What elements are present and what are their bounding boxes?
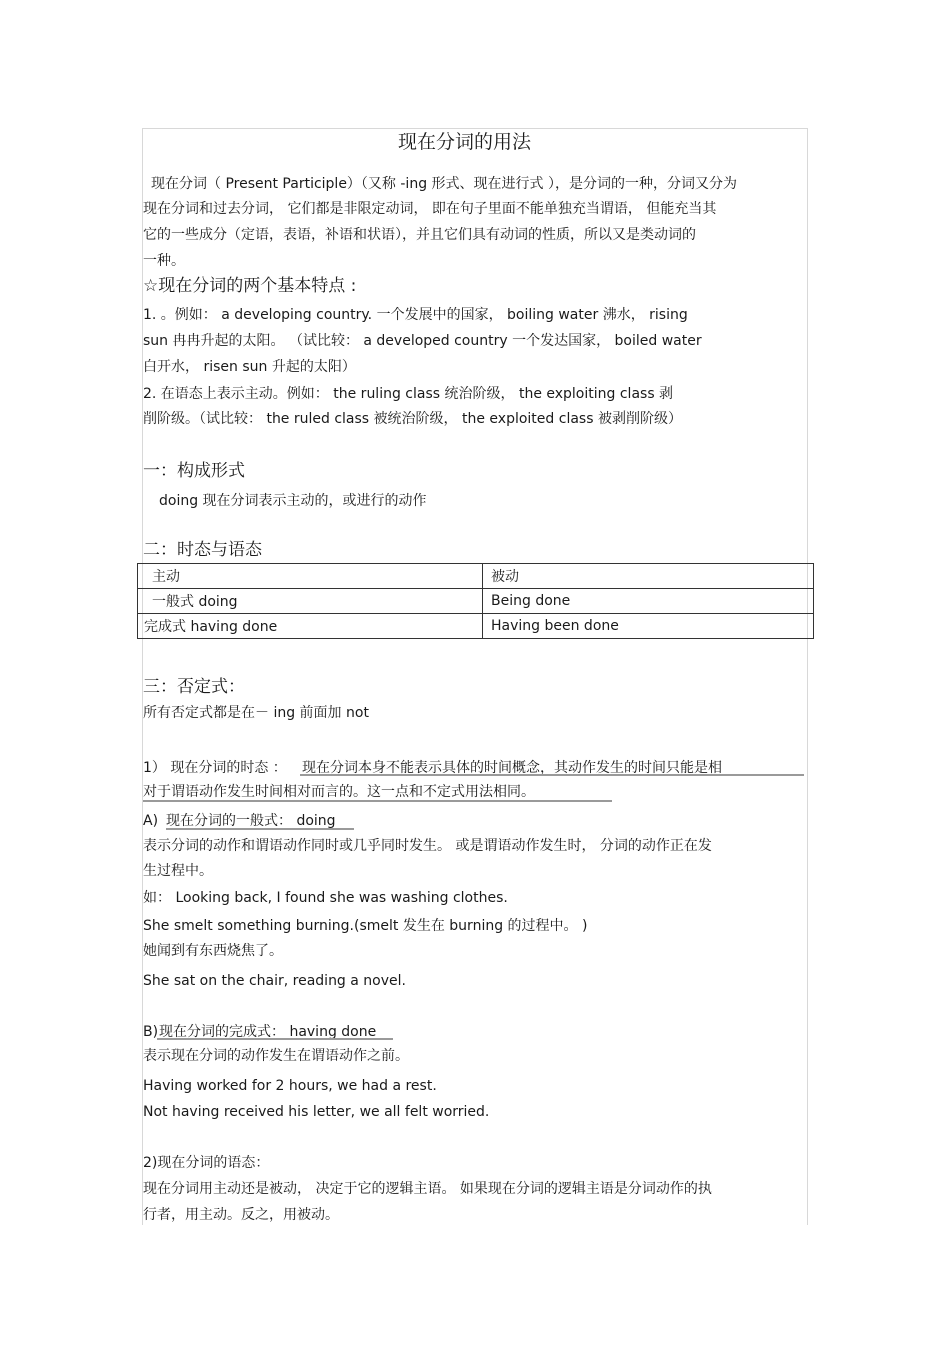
tense-voice-table [137,563,814,639]
simple-form-label: 现在分词的一般式： doing [166,813,336,829]
table-row [138,589,814,614]
underline [157,1038,393,1040]
simple-form-line-1: 表示分词的动作和谓语动作同时或几乎同时发生。 或是谓语动作发生时， 分词的动作正在发 [143,838,712,854]
intro-line-1: 现在分词（ Present Participle）（又称 -ing 形式、现在进行式 ），是分词的一种，分词又分为 [151,176,737,192]
tense-line-1-rest: 现在分词本身不能表示具体的时间概念，其动作发生的时间只能是相 [302,760,722,776]
intro-line-4: 一种。 [143,253,185,269]
voice-line-1: 现在分词用主动还是被动， 决定于它的逻辑主语。 如果现在分词的逻辑主语是分词动作的执 [143,1181,712,1197]
feature-1-line-3: 白开水， risen sun 升起的太阳） [143,359,356,375]
table-cell: Having been done [483,614,814,639]
intro-line-3: 它的一些成分（定语，表语，补语和状语），并且它们具有动词的性质，所以又是类动词的 [143,227,696,243]
table-cell: 一般式 doing [138,589,483,614]
section-3-line: 所有否定式都是在－ ing 前面加 not [143,705,369,721]
section-2-heading: 二：时态与语态 [143,540,262,560]
page-title: 现在分词的用法 [398,131,532,153]
simple-form-line-2: 生过程中。 [143,863,213,879]
table-cell: 主动 [138,564,483,589]
table-row [138,564,814,589]
intro-line-2: 现在分词和过去分词， 它们都是非限定动词， 即在句子里面不能单独充当谓语， 但能充当其 [143,201,717,217]
underline [300,774,804,776]
perfect-example-1: Having worked for 2 hours, we had a rest. [143,1078,437,1094]
underline [166,828,354,830]
perfect-form-line-1: 表示现在分词的动作发生在谓语动作之前。 [143,1048,409,1064]
features-heading: ☆现在分词的两个基本特点 : [143,276,357,296]
table-cell: 被动 [483,564,814,589]
example-2: She smelt something burning.(smelt 发生在 burning 的过程中。 ) [143,918,588,934]
voice-heading: 2)现在分词的语态： [143,1155,270,1171]
feature-2-line-1: 2. 在语态上表示主动。例如： the ruling class 统治阶级， the exploiting class 剥 [143,386,674,402]
tense-line-2: 对于谓语动作发生时间相对而言的。这一点和不定式用法相同。 [143,784,535,800]
feature-1-line-1: 1. 。例如： a developing country. 一个发展中的国家， boiling water 沸水， rising [143,307,688,323]
perfect-form-prefix: B) [143,1024,159,1040]
voice-line-2: 行者，用主动。反之，用被动。 [143,1207,339,1223]
tense-line-1-prefix: 1） 现在分词的时态 ： [143,760,287,776]
example-3: She sat on the chair, reading a novel. [143,973,406,989]
feature-2-line-2: 削阶级。（试比较： the ruled class 被统治阶级， the exploited class 被剥削阶级） [143,411,682,427]
simple-form-prefix: A) [143,813,159,829]
section-1-line: doing 现在分词表示主动的，或进行的动作 [159,493,427,509]
table-row [138,614,814,639]
underline [143,800,612,802]
table-cell: Being done [483,589,814,614]
perfect-example-2: Not having received his letter, we all felt worried. [143,1104,490,1120]
table-cell: 完成式 having done [138,614,483,639]
example-2-translation: 她闻到有东西烧焦了。 [143,943,283,959]
feature-1-line-2: sun 冉冉升起的太阳。 （试比较： a developed country 一个发达国家， boiled water [143,333,702,349]
section-1-heading: 一：构成形式 [143,461,245,481]
section-3-heading: 三：否定式： [143,677,245,697]
perfect-form-label: 现在分词的完成式： having done [159,1024,377,1040]
example-1: 如： Looking back, I found she was washing clothes. [143,890,508,906]
